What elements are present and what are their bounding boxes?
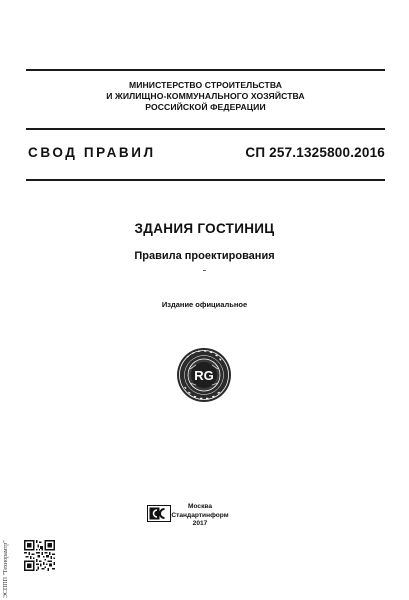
- small-dash-mark: [203, 270, 206, 271]
- ministry-line-2: И ЖИЛИЩНО-КОММУНАЛЬНОГО ХОЗЯЙСТВА: [106, 91, 305, 101]
- imprint-city: Москва: [187, 503, 213, 510]
- lower-rule: [26, 179, 385, 181]
- publisher-seal-icon: [176, 347, 232, 403]
- ministry-line-1: МИНИСТЕРСТВО СТРОИТЕЛЬСТВА: [128, 80, 283, 90]
- imprint-publisher: Стандартинформ: [171, 511, 229, 519]
- document-type-label: СВОД ПРАВИЛ: [28, 145, 156, 160]
- imprint-year: 2017: [192, 520, 208, 527]
- top-rule: [26, 69, 385, 71]
- document-subtitle: Правила проектирования: [134, 250, 275, 262]
- side-stamp-text: ЭСППП "Технорамтр": [3, 540, 9, 598]
- document-title: ЗДАНИЯ ГОСТИНИЦ: [134, 221, 275, 236]
- side-stamp: [2, 530, 10, 598]
- qr-code-icon: [24, 540, 55, 571]
- edition-note: Издание официальное: [161, 300, 248, 309]
- publisher-imprint: [171, 503, 229, 529]
- seal-center-text: RG: [194, 368, 214, 383]
- ministry-header: [26, 80, 385, 113]
- standartinform-logo-icon: [147, 505, 171, 522]
- upper-rule: [26, 128, 385, 130]
- ministry-line-3: РОССИЙСКОЙ ФЕДЕРАЦИИ: [145, 102, 266, 112]
- code-row: [28, 145, 385, 163]
- document-number: СП 257.1325800.2016: [245, 145, 385, 160]
